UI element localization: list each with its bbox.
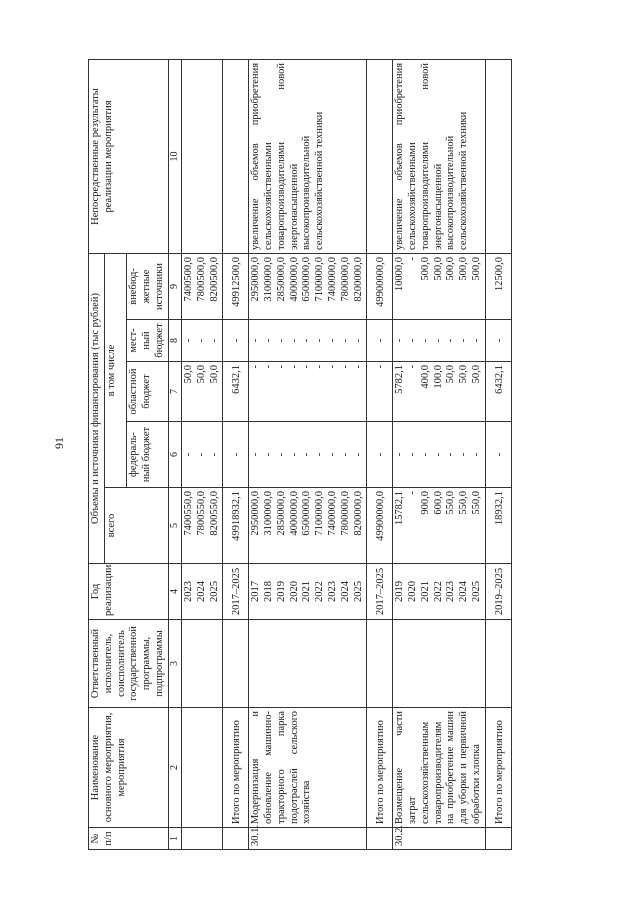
column-number: 10 [168, 59, 181, 253]
row-federal-value: - [250, 452, 262, 457]
row-local-value: - [352, 338, 364, 343]
row-local [485, 320, 511, 362]
row-federal [223, 422, 249, 488]
row-local-value: - [275, 338, 287, 343]
row-federal-value: - [326, 452, 338, 457]
header-extrabudget: внебюд-жетные источники [127, 253, 168, 319]
row-result: увеличение объемов приобретения сельскохозяйственными товаропроизводителями новой энергонасыщенной высокопроизводительной сельскохозяйственной техники [249, 59, 367, 253]
row-total-value: 18932,1 [493, 491, 505, 526]
total-row [485, 59, 511, 849]
row-local-value: - [195, 338, 207, 343]
row-years-value: 2025 [352, 581, 364, 602]
row-total [223, 488, 249, 564]
row-local-value: - [250, 338, 262, 343]
row-number [367, 828, 393, 850]
row-regional-value: - [250, 365, 262, 369]
row-years [223, 564, 249, 620]
row-years-value: 2025 [470, 581, 482, 602]
row-extrabudget [367, 253, 393, 319]
row-total-value: - [406, 491, 418, 495]
row-total-value: 8200550,0 [208, 491, 220, 536]
row-years-value: 2020 [288, 581, 300, 602]
row-regional-value: - [406, 365, 418, 369]
row-federal [485, 422, 511, 488]
row-responsible [393, 620, 486, 708]
row-total-value: 6500000,0 [301, 491, 313, 536]
row-local-value: - [314, 338, 326, 343]
row-result: увеличение объемов приобретения сельскохозяйственными товаропроизводителями новой энергонасыщенной высокопроизводительной сельскохозяйственной техники [393, 59, 486, 253]
row-years [181, 564, 222, 620]
row-responsible [367, 620, 393, 708]
row-name: Возмещение части затрат сельскохозяйственным товаропроизводителям на приобретение машин для уборки и первичной обработки хлопка [393, 708, 486, 828]
row-years-value: 2021 [419, 581, 431, 602]
row-federal-value: - [339, 452, 351, 457]
row-regional-value: 100,0 [432, 365, 444, 389]
row-total-value: 49918932,1 [231, 491, 243, 541]
row-extrabudget-value: - [406, 256, 418, 261]
row-extrabudget-value: 500,0 [419, 256, 431, 281]
header-responsible: Ответственный исполнитель, соисполнитель государственной программы, подпрограммы [89, 620, 169, 708]
row-local-value: - [432, 338, 444, 343]
row-result [223, 59, 249, 253]
row-years-value: 2020 [406, 581, 418, 602]
row-local-value: - [231, 338, 243, 343]
row-local-value: - [445, 338, 457, 343]
header-funding: Объемы и источники финансирования (тыс рублей) [89, 253, 105, 563]
row-extrabudget [485, 253, 511, 319]
row-local-value: - [458, 338, 470, 343]
row-extrabudget-value: 2950000,0 [250, 256, 262, 302]
row-regional-value: - [314, 365, 326, 369]
row-regional-value: - [375, 365, 387, 369]
row-regional [485, 362, 511, 422]
row-federal-value: - [262, 452, 274, 457]
row-total-value: 550,0 [470, 491, 482, 515]
row-regional-value: 6432,1 [493, 365, 505, 394]
column-number: 1 [168, 828, 181, 850]
row-number [485, 828, 511, 850]
row-regional-value: - [339, 365, 351, 369]
row-result [485, 59, 511, 253]
row-local-value: - [406, 338, 418, 343]
row-federal-value: - [231, 452, 243, 457]
row-local-value: - [394, 338, 406, 343]
row-local-value: - [208, 338, 220, 343]
program-table [88, 59, 512, 850]
row-years-value: 2025 [208, 581, 220, 602]
row-extrabudget-value: 7800000,0 [339, 256, 351, 302]
row-years-value: 2021 [301, 581, 313, 602]
row-federal-value: - [182, 452, 194, 457]
row-years-value: 2023 [182, 581, 194, 602]
row-extrabudget-value: 3100000,0 [262, 256, 274, 302]
row-name [181, 708, 222, 828]
row-regional-value: 50,0 [182, 365, 194, 384]
row-extrabudget-value: 7400000,0 [326, 256, 338, 302]
row-extrabudget [181, 253, 222, 319]
row-local-value: - [326, 338, 338, 343]
row-years [393, 564, 486, 620]
header-total: всего [104, 488, 168, 564]
table-body [181, 59, 511, 849]
row-extrabudget-value: 49900000,0 [375, 256, 387, 307]
row-local-value: - [262, 338, 274, 343]
row-federal-value: - [301, 452, 313, 457]
row-total [249, 488, 367, 564]
row-years-value: 2022 [314, 581, 326, 602]
row-local-value: - [288, 338, 300, 343]
row-extrabudget-value: 10000,0 [394, 256, 406, 292]
row-extrabudget-value: 500,0 [470, 256, 482, 281]
row-federal-value: - [419, 452, 431, 457]
row-total-value: 4000000,0 [288, 491, 300, 536]
row-extrabudget [223, 253, 249, 319]
row-extrabudget-value: 49912500,0 [231, 256, 243, 307]
row-local [181, 320, 222, 362]
column-number-row [168, 59, 181, 849]
row-total-value: 550,0 [458, 491, 470, 515]
row-regional-value: - [326, 365, 338, 369]
row-regional-value: 6432,1 [231, 365, 243, 394]
row-regional-value: - [352, 365, 364, 369]
row-regional [393, 362, 486, 422]
header-year: Год реализации [89, 564, 169, 620]
row-federal-value: - [493, 452, 505, 457]
row-regional-value: - [262, 365, 274, 369]
row-years-value: 2019 [275, 581, 287, 602]
row-federal-value: - [432, 452, 444, 457]
row-local-value: - [182, 338, 194, 343]
row-regional [249, 362, 367, 422]
header-including: в том числе [104, 253, 127, 487]
row-total-value: 7800000,0 [339, 491, 351, 536]
row-years-value: 2017–2025 [231, 567, 243, 616]
row-total-value: 2950000,0 [250, 491, 262, 536]
row-regional-value: 50,0 [458, 365, 470, 384]
row-responsible [223, 620, 249, 708]
row-local [393, 320, 486, 362]
row-number: 30.2. [393, 828, 486, 850]
row-regional-value: 50,0 [208, 365, 220, 384]
row-local-value: - [301, 338, 313, 343]
row-total-value: 7400000,0 [326, 491, 338, 536]
row-years-value: 2024 [339, 581, 351, 602]
row-federal-value: - [195, 452, 207, 457]
row-federal [393, 422, 486, 488]
row-extrabudget-value: 2850000,0 [275, 256, 287, 302]
column-number: 6 [168, 422, 181, 488]
row-years-value: 2019 [394, 581, 406, 602]
row-total [485, 488, 511, 564]
row-local [223, 320, 249, 362]
column-number: 7 [168, 362, 181, 422]
column-number: 4 [168, 564, 181, 620]
row-responsible [485, 620, 511, 708]
row-regional-value: - [288, 365, 300, 369]
row-total-value: 550,0 [445, 491, 457, 515]
row-years [367, 564, 393, 620]
row-years-value: 2019–2025 [493, 567, 505, 616]
row-years-value: 2022 [432, 581, 444, 602]
total-row [223, 59, 249, 849]
row-regional-value: 50,0 [470, 365, 482, 384]
row-total [367, 488, 393, 564]
header-result: Непосредственные результаты реализации мероприятия [89, 59, 169, 253]
program-table-container [88, 60, 628, 850]
row-extrabudget [249, 253, 367, 319]
table-row [181, 59, 222, 849]
column-number: 9 [168, 253, 181, 319]
table-row [249, 59, 367, 849]
row-regional-value: 50,0 [195, 365, 207, 384]
row-responsible [249, 620, 367, 708]
row-name: Итого по мероприятию [223, 708, 249, 828]
row-number [223, 828, 249, 850]
header-local: мест-ный бюджет [127, 320, 168, 362]
row-federal-value: - [406, 452, 418, 457]
row-name: Итого по мероприятию [485, 708, 511, 828]
row-federal-value: - [445, 452, 457, 457]
row-local [367, 320, 393, 362]
row-years-value: 2023 [326, 581, 338, 602]
row-total-value: 7800550,0 [195, 491, 207, 536]
row-extrabudget-value: 7800500,0 [195, 256, 207, 302]
row-number: 30.1. [249, 828, 367, 850]
page-number: 91 [52, 437, 66, 449]
row-years-value: 2018 [262, 581, 274, 602]
header-name: Наименование основного мероприятия, мероприятия [89, 708, 169, 828]
row-regional [181, 362, 222, 422]
row-extrabudget-value: 500,0 [458, 256, 470, 281]
row-federal-value: - [470, 452, 482, 457]
row-total-value: 2850000,0 [275, 491, 287, 536]
row-years-value: 2017 [250, 581, 262, 602]
row-years [485, 564, 511, 620]
total-row [367, 59, 393, 849]
row-federal-value: - [458, 452, 470, 457]
row-extrabudget-value: 6500000,0 [301, 256, 313, 302]
row-local-value: - [470, 338, 482, 343]
row-total-value: 8200000,0 [352, 491, 364, 536]
row-federal-value: - [394, 452, 406, 457]
row-local-value: - [493, 338, 505, 343]
column-number: 3 [168, 620, 181, 708]
row-federal [367, 422, 393, 488]
row-regional-value: 5782,1 [394, 365, 406, 394]
column-number: 2 [168, 708, 181, 828]
row-responsible [181, 620, 222, 708]
row-local [249, 320, 367, 362]
row-total-value: 15782,1 [394, 491, 406, 526]
row-total [393, 488, 486, 564]
row-years-value: 2024 [195, 581, 207, 602]
row-regional-value: 50,0 [445, 365, 457, 384]
row-years-value: 2017–2025 [375, 567, 387, 616]
table-row [393, 59, 486, 849]
row-name: Модернизация и обновление машинно-тракторного парка подотраслей сельского хозяйства [249, 708, 367, 828]
row-regional [223, 362, 249, 422]
row-regional-value: 400,0 [419, 365, 431, 389]
row-local-value: - [419, 338, 431, 343]
row-federal-value: - [352, 452, 364, 457]
row-extrabudget-value: 500,0 [432, 256, 444, 281]
row-local-value: - [375, 338, 387, 343]
row-extrabudget-value: 4000000,0 [288, 256, 300, 302]
row-extrabudget-value: 8200500,0 [208, 256, 220, 302]
row-result [181, 59, 222, 253]
row-extrabudget [393, 253, 486, 319]
header-federal: федераль-ный бюджет [127, 422, 168, 488]
row-extrabudget-value: 7100000,0 [314, 256, 326, 302]
row-years-value: 2024 [458, 581, 470, 602]
row-total-value: 7400550,0 [182, 491, 194, 536]
column-number: 5 [168, 488, 181, 564]
row-federal-value: - [288, 452, 300, 457]
row-extrabudget-value: 500,0 [445, 256, 457, 281]
row-total-value: 600,0 [432, 491, 444, 515]
row-federal-value: - [275, 452, 287, 457]
row-federal-value: - [208, 452, 220, 457]
row-number [181, 828, 222, 850]
row-extrabudget-value: 7400500,0 [182, 256, 194, 302]
row-federal [181, 422, 222, 488]
row-total-value: 900,0 [419, 491, 431, 515]
row-name: Итого по мероприятию [367, 708, 393, 828]
row-federal-value: - [314, 452, 326, 457]
row-local-value: - [339, 338, 351, 343]
row-total-value: 3100000,0 [262, 491, 274, 536]
row-regional-value: - [275, 365, 287, 369]
header-regional: областной бюджет [127, 362, 168, 422]
row-total-value: 7100000,0 [314, 491, 326, 536]
row-extrabudget-value: 12500,0 [493, 256, 505, 292]
row-regional [367, 362, 393, 422]
row-years [249, 564, 367, 620]
row-regional-value: - [301, 365, 313, 369]
row-federal [249, 422, 367, 488]
row-federal-value: - [375, 452, 387, 457]
row-extrabudget-value: 8200000,0 [352, 256, 364, 302]
row-total-value: 49900000,0 [375, 491, 387, 541]
header-no: № п/п [89, 828, 169, 850]
column-number: 8 [168, 320, 181, 362]
row-total [181, 488, 222, 564]
row-result [367, 59, 393, 253]
row-years-value: 2023 [445, 581, 457, 602]
